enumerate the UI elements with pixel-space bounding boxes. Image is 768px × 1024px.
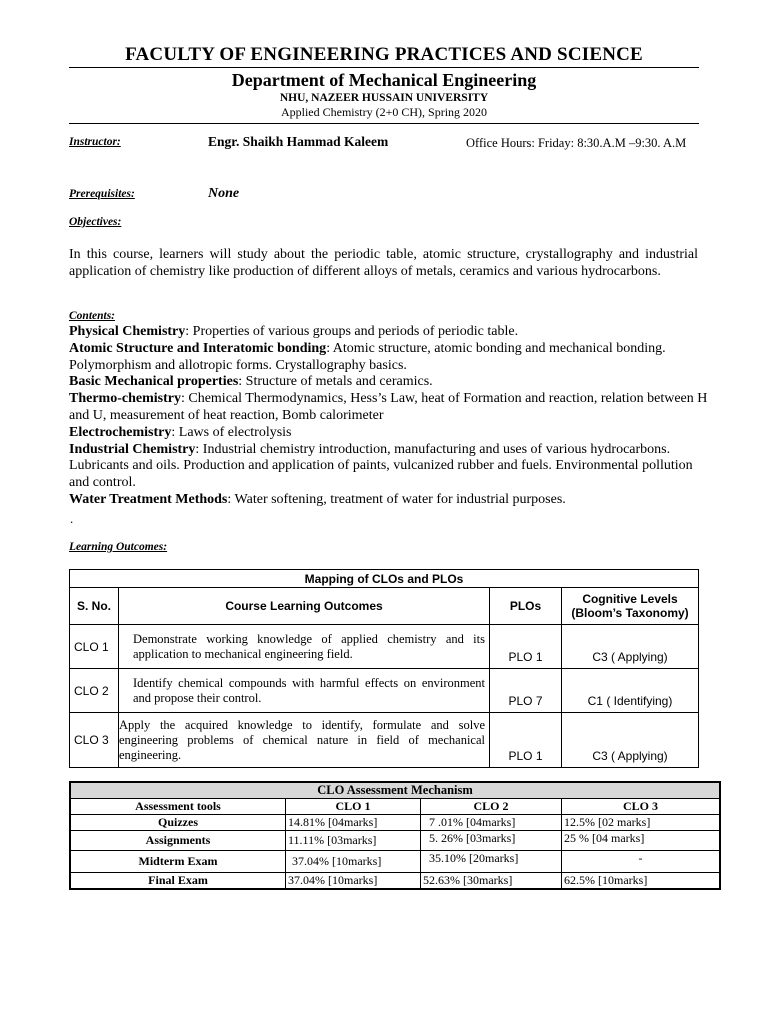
col-header-outcomes: Course Learning Outcomes: [119, 588, 490, 625]
clo-cognitive: C3 ( Applying): [562, 625, 699, 669]
assessment-tool: Quizzes: [70, 815, 286, 831]
content-item: Electrochemistry: Laws of electrolysis: [69, 424, 292, 440]
assessment-header-clo3: CLO 3: [562, 799, 721, 815]
assessment-table-title: CLO Assessment Mechanism: [70, 782, 720, 799]
assessment-clo3: 12.5% [02 marks]: [562, 815, 721, 831]
assessment-clo1: 37.04% [10marks]: [286, 851, 421, 873]
faculty-title: FACULTY OF ENGINEERING PRACTICES AND SCIENCE: [125, 44, 643, 65]
trailing-dot: .: [70, 511, 74, 526]
content-item: Atomic Structure and Interatomic bonding: Atomic structure, atomic bonding and mechanical bonding. Polymorphism and allotropic forms. Crystallography basics.: [69, 340, 666, 373]
assessment-clo1: 37.04% [10marks]: [286, 873, 421, 890]
col-header-plos: PLOs: [490, 588, 562, 625]
department-title: Department of Mechanical Engineering: [231, 70, 537, 90]
assessment-header-clo1: CLO 1: [286, 799, 421, 815]
clo-id: CLO 1: [70, 625, 119, 669]
clo-plo: PLO 7: [490, 669, 562, 713]
content-item: Thermo-chemistry: Chemical Thermodynamics, Hess’s Law, heat of Formation and reaction, relation between H and U, measurement of heat reaction, Bomb calorimeter: [69, 391, 708, 423]
course-name: Applied Chemistry (2+0 CH), Spring 2020: [280, 105, 488, 119]
assessment-clo2: 7 .01% [04marks]: [421, 815, 562, 831]
clo-outcome: Demonstrate working knowledge of applied chemistry and its application to mechanical engineering field.: [119, 625, 490, 669]
header-divider: [69, 67, 699, 68]
table-row: [70, 669, 699, 713]
clo-plo: PLO 1: [490, 713, 562, 768]
assessment-clo1: 11.11% [03marks]: [286, 831, 421, 851]
col-header-sno: S. No.: [70, 588, 119, 625]
clo-plo-table-title: Mapping of CLOs and PLOs: [70, 570, 699, 588]
instructor-label: Instructor:: [69, 136, 121, 148]
university-name: NHU, NAZEER HUSSAIN UNIVERSITY: [279, 92, 489, 104]
table-row: [70, 815, 720, 831]
table-row: [70, 851, 720, 873]
prerequisites-value: None: [208, 186, 240, 201]
assessment-clo2: 35.10% [20marks]: [421, 851, 562, 873]
table-row: [70, 831, 720, 851]
assessment-tool: Midterm Exam: [70, 851, 286, 873]
clo-cognitive: C1 ( Identifying): [562, 669, 699, 713]
clo-id: CLO 3: [70, 713, 119, 768]
table-row: [70, 625, 699, 669]
objectives-label: Objectives:: [69, 216, 122, 228]
header-divider-bottom: [69, 123, 699, 124]
table-row: [70, 873, 720, 890]
table-row: [70, 713, 699, 768]
clo-outcome: Identify chemical compounds with harmful effects on environment and propose their control.: [119, 669, 490, 713]
clo-id: CLO 2: [70, 669, 119, 713]
content-item: Industrial Chemistry: Industrial chemistry introduction, manufacturing and uses of various hydrocarbons. Lubricants and oils. Production and application of paints, vulcanized rubber and fuels. Environmental pollution and control.: [69, 441, 693, 491]
content-item: Physical Chemistry: Properties of various groups and periods of periodic table.: [69, 324, 519, 339]
clo-plo-table: [69, 569, 699, 768]
instructor-name: Engr. Shaikh Hammad Kaleem: [208, 134, 389, 149]
contents-label: Contents:: [69, 310, 116, 322]
clo-outcome: Apply the acquired knowledge to identify, formulate and solve engineering problems of chemical nature in field of mechanical engineering.: [119, 713, 490, 768]
assessment-clo2: 52.63% [30marks]: [421, 873, 562, 890]
office-hours: Office Hours: Friday: 8:30.A.M –9:30. A.M: [466, 136, 687, 150]
assessment-clo3: 25 % [04 marks]: [562, 831, 721, 851]
content-item: Basic Mechanical properties: Structure of metals and ceramics.: [69, 374, 433, 390]
clo-assessment-table: [69, 781, 721, 890]
learning-outcomes-label: Learning Outcomes:: [69, 541, 168, 553]
prerequisites-label: Prerequisites:: [69, 188, 135, 200]
objectives-text: In this course, learners will study about the periodic table, atomic structure, crystallography and industrial application of chemistry like production of different alloys of metals, ceramics and various hydrocarbons.: [69, 247, 698, 279]
contents-list: [69, 324, 709, 509]
assessment-header-tools: Assessment tools: [70, 799, 286, 815]
clo-cognitive: C3 ( Applying): [562, 713, 699, 768]
assessment-clo3: 62.5% [10marks]: [562, 873, 721, 890]
assessment-clo3: -: [562, 851, 721, 873]
assessment-tool: Final Exam: [70, 873, 286, 890]
assessment-clo2: 5. 26% [03marks]: [421, 831, 562, 851]
col-header-cognitive: Cognitive Levels (Bloom’s Taxonomy): [562, 588, 699, 625]
content-item: Water Treatment Methods: Water softening, treatment of water for industrial purposes.: [69, 491, 566, 507]
clo-plo: PLO 1: [490, 625, 562, 669]
assessment-header-clo2: CLO 2: [421, 799, 562, 815]
assessment-clo1: 14.81% [04marks]: [286, 815, 421, 831]
assessment-tool: Assignments: [70, 831, 286, 851]
